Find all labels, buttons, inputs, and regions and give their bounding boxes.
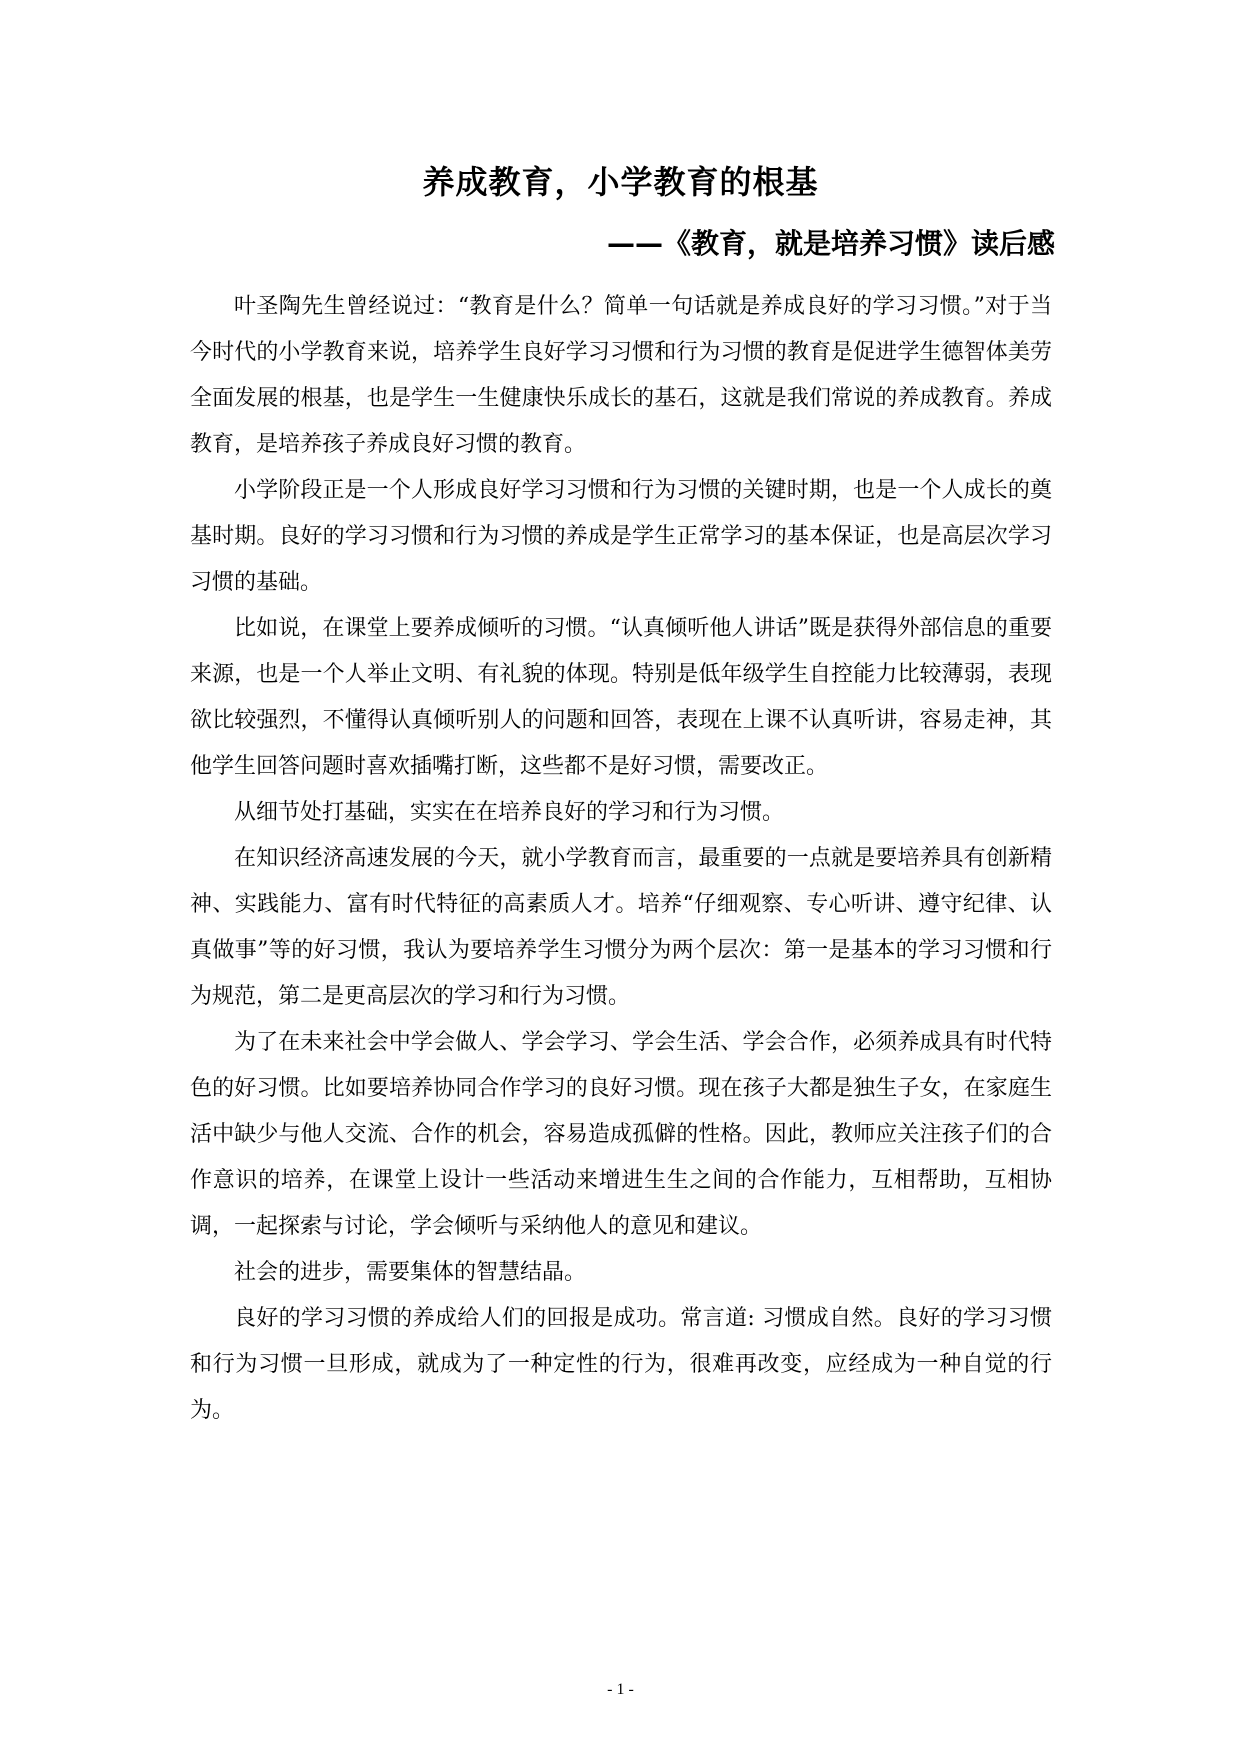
paragraph: 良好的学习习惯的养成给人们的回报是成功。常言道: 习惯成自然。良好的学习习惯和行为习惯一旦形成，就成为了一种定性的行为，很难再改变，应经成为一种自觉的行为。	[190, 1306, 1052, 1423]
paragraph: 叶圣陶先生曾经说过：“教育是什么？简单一句话就是养成良好的学习习惯。”对于当今时代的小学教育来说，培养学生良好学习习惯和行为习惯的教育是促进学生德智体美劳全面发展的根基，也是学生一生健康快乐成长的基石，这就是我们常说的养成教育。养成教育，是培养孩子养成良好习惯的教育。	[190, 294, 1052, 457]
paragraph: 为了在未来社会中学会做人、学会学习、学会生活、学会合作，必须养成具有时代特色的好习惯。比如要培养协同合作学习的良好习惯。现在孩子大都是独生子女，在家庭生活中缺少与他人交流、合作的机会，容易造成孤僻的性格。因此，教师应关注孩子们的合作意识的培养，在课堂上设计一些活动来增进生生之间的合作能力，互相帮助，互相协调，一起探索与讨论，学会倾听与采纳他人的意见和建议。	[190, 1030, 1052, 1239]
paragraph: 小学阶段正是一个人形成良好学习习惯和行为习惯的关键时期，也是一个人成长的奠基时期。良好的学习习惯和行为习惯的养成是学生正常学习的基本保证，也是高层次学习习惯的基础。	[190, 478, 1052, 595]
document-body	[190, 284, 1052, 1434]
page-number: - 1 -	[607, 1681, 634, 1698]
paragraph: 社会的进步，需要集体的智慧结晶。	[234, 1260, 587, 1285]
paragraph: 在知识经济高速发展的今天，就小学教育而言，最重要的一点就是要培养具有创新精神、实践能力、富有时代特征的高素质人才。培养“仔细观察、专心听讲、遵守纪律、认真做事”等的好习惯，我认为要培养学生习惯分为两个层次：第一是基本的学习习惯和行为规范，第二是更高层次的学习和行为习惯。	[190, 846, 1052, 1009]
paragraph: 从细节处打基础，实实在在培养良好的学习和行为习惯。	[234, 800, 785, 825]
document-title: 养成教育，小学教育的根基	[422, 163, 819, 201]
paragraph: 比如说，在课堂上要养成倾听的习惯。“认真倾听他人讲话”既是获得外部信息的重要来源，也是一个人举止文明、有礼貌的体现。特别是低年级学生自控能力比较薄弱，表现欲比较强烈，不懂得认真倾听别人的问题和回答，表现在上课不认真听讲，容易走神，其他学生回答问题时喜欢插嘴打断，这些都不是好习惯，需要改正。	[190, 616, 1052, 779]
document-subtitle: ——《教育，就是培养习惯》读后感	[606, 227, 1055, 260]
